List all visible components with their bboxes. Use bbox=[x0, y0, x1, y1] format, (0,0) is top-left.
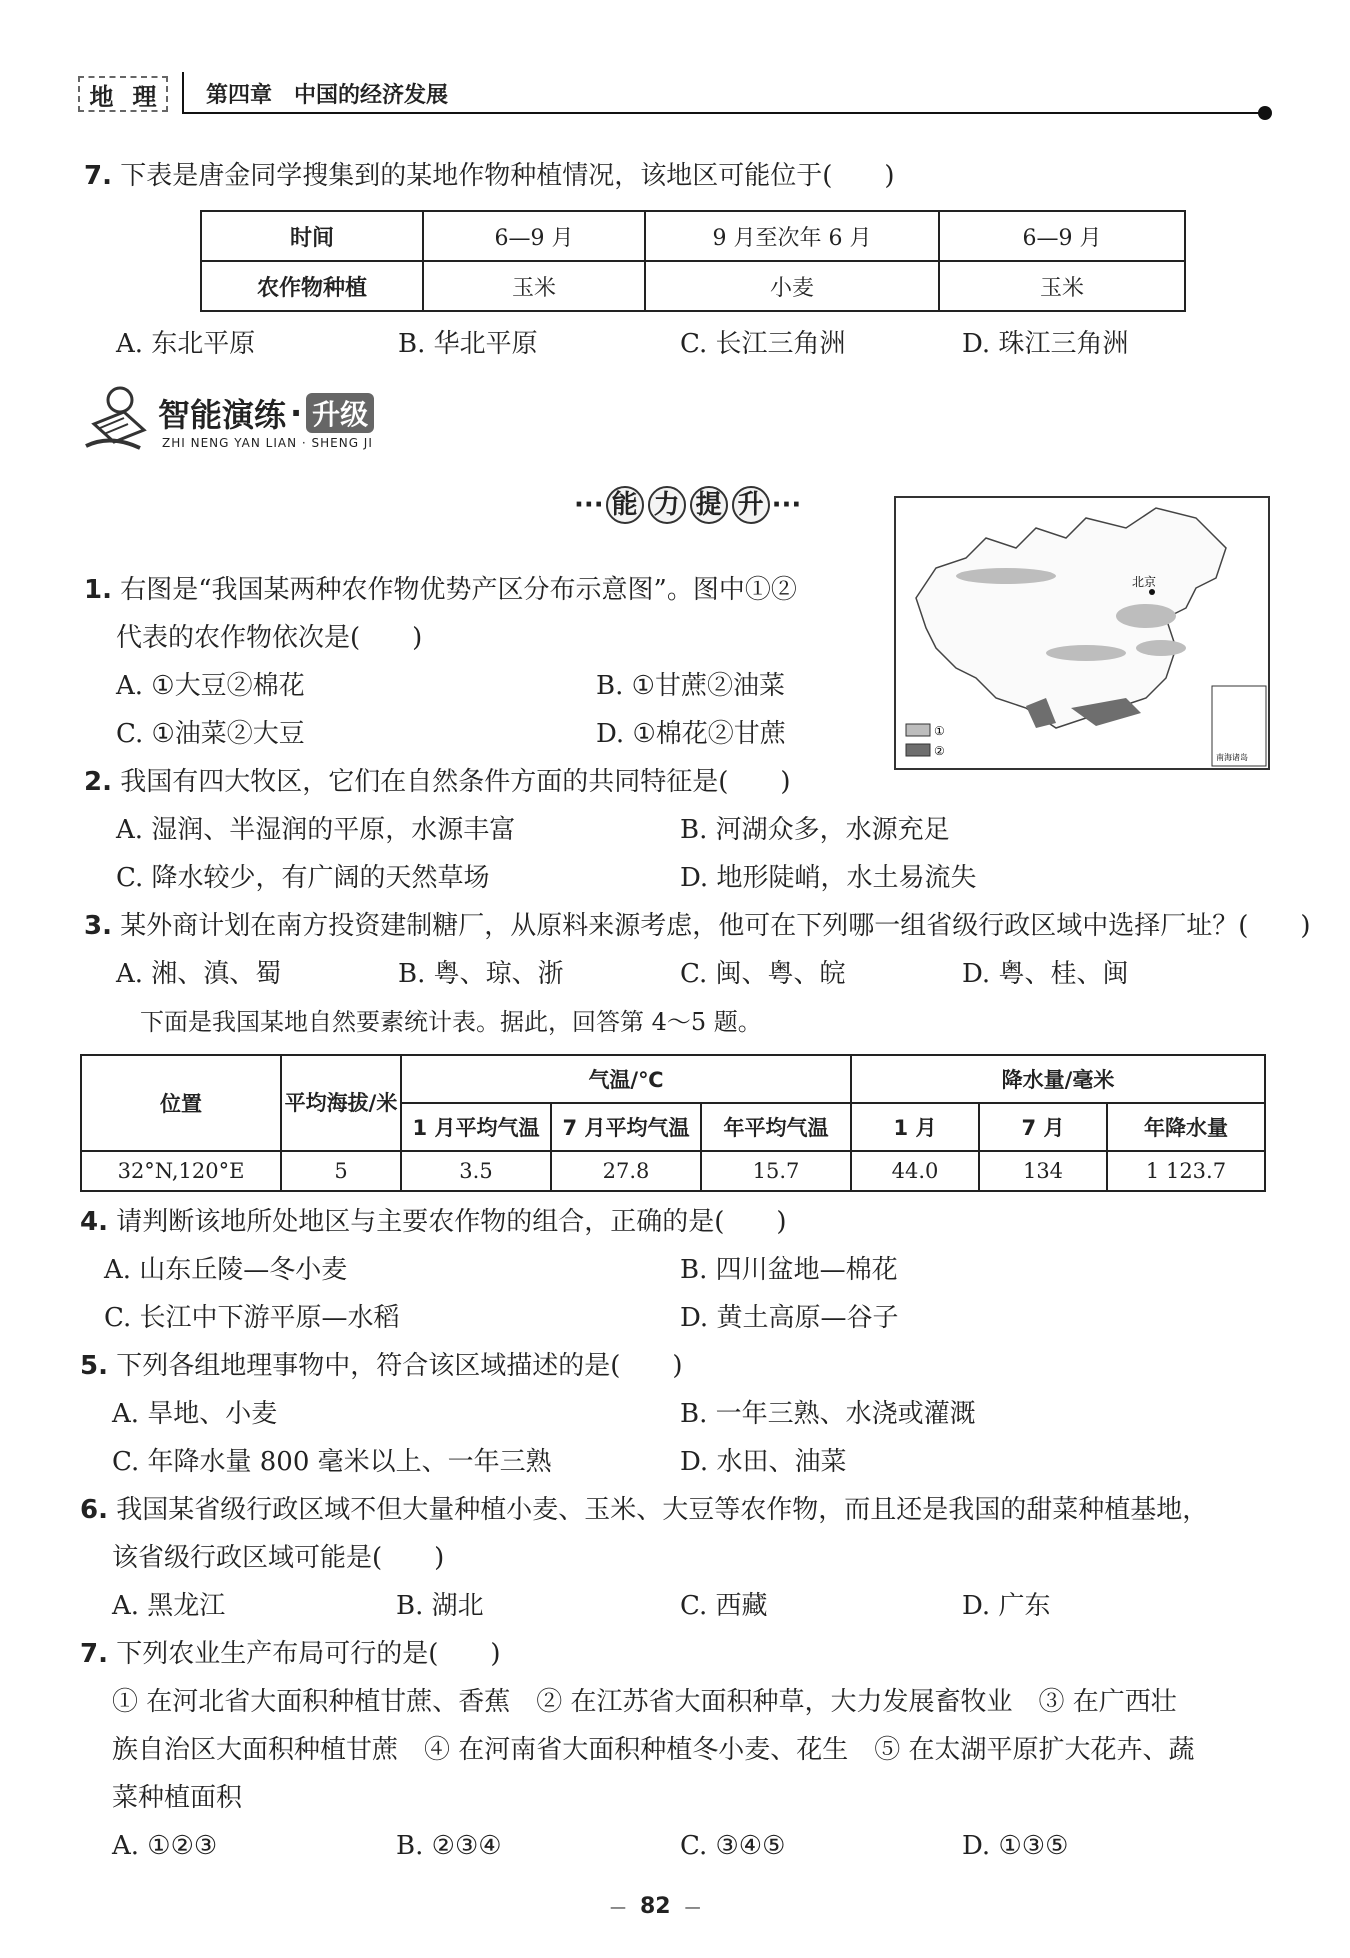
ability-char: 升 bbox=[732, 486, 770, 524]
option-b: B. 河湖众多，水源充足 bbox=[680, 815, 950, 845]
question-2 bbox=[84, 764, 791, 800]
section-badge: 升级 bbox=[306, 393, 374, 433]
table-cell: 时间 bbox=[201, 211, 423, 261]
question-text: 请判断该地所处地区与主要农作物的组合，正确的是( ) bbox=[116, 1207, 787, 1237]
region-1 bbox=[1046, 645, 1126, 661]
section-banner bbox=[158, 390, 374, 436]
table-header: 位置 bbox=[81, 1055, 281, 1151]
question-text: 下表是唐金同学搜集到的某地作物种植情况，该地区可能位于( ) bbox=[120, 161, 895, 191]
beijing-marker bbox=[1149, 589, 1155, 595]
option-b: B. 四川盆地—棉花 bbox=[680, 1255, 898, 1285]
ability-dots-right: ··· bbox=[771, 490, 802, 520]
option-a: A. 黑龙江 bbox=[112, 1591, 226, 1621]
option-d: D. 珠江三角洲 bbox=[962, 329, 1129, 359]
intro-4-5: 下面是我国某地自然要素统计表。据此，回答第 4～5 题。 bbox=[140, 1008, 762, 1036]
option-b: B. 一年三熟、水浇或灌溉 bbox=[680, 1399, 976, 1429]
option-b: B. 湖北 bbox=[396, 1591, 484, 1621]
question-text: 我国某省级行政区域不但大量种植小麦、玉米、大豆等农作物，而且还是我国的甜菜种植基地， bbox=[116, 1495, 1209, 1525]
question-4 bbox=[80, 1204, 787, 1240]
chapter-title: 第四章 中国的经济发展 bbox=[206, 82, 449, 108]
page-dash-left: — bbox=[610, 1897, 626, 1916]
table-cell: 15.7 bbox=[701, 1151, 851, 1191]
option-d: D. 粤、桂、闽 bbox=[962, 959, 1129, 989]
beijing-label: 北京 bbox=[1132, 575, 1157, 589]
question-number: 7. bbox=[80, 1639, 108, 1669]
question-text: 某外商计划在南方投资建制糖厂，从原料来源考虑，他可在下列哪一组省级行政区域中选择厂址？( ) bbox=[120, 911, 1311, 941]
subject-label bbox=[78, 76, 168, 112]
legend-label-1: ① bbox=[934, 724, 945, 738]
question-number: 6. bbox=[80, 1495, 108, 1525]
table-row bbox=[81, 1151, 1265, 1191]
table-cell: 玉米 bbox=[939, 261, 1185, 311]
page-footer bbox=[610, 1894, 701, 1919]
option-c: C. 西藏 bbox=[680, 1591, 768, 1621]
option-a: A. ①大豆②棉花 bbox=[116, 671, 305, 701]
question-1-line2: 代表的农作物依次是( ) bbox=[116, 623, 423, 653]
table-header: 年降水量 bbox=[1107, 1103, 1265, 1151]
table-header: 1 月 bbox=[851, 1103, 979, 1151]
question-6-line2: 该省级行政区域可能是( ) bbox=[112, 1543, 445, 1573]
question-number: 4. bbox=[80, 1207, 108, 1237]
table-cell: 农作物种植 bbox=[201, 261, 423, 311]
table-header: 1 月平均气温 bbox=[401, 1103, 551, 1151]
question-7-top bbox=[84, 158, 895, 194]
table-row bbox=[81, 1055, 1265, 1103]
question-text: 下列各组地理事物中，符合该区域描述的是( ) bbox=[116, 1351, 683, 1381]
table-cell: 27.8 bbox=[551, 1151, 701, 1191]
question-number: 7. bbox=[84, 161, 112, 191]
region-1 bbox=[956, 568, 1056, 584]
table-header: 平均海拔/米 bbox=[281, 1055, 401, 1151]
table-cell: 32°N,120°E bbox=[81, 1151, 281, 1191]
option-b: B. ①甘蔗②油菜 bbox=[596, 671, 785, 701]
climate-table bbox=[80, 1054, 1266, 1192]
table-header: 年平均气温 bbox=[701, 1103, 851, 1151]
section-dot: · bbox=[290, 394, 303, 432]
table-cell: 6—9 月 bbox=[423, 211, 645, 261]
question-text: 右图是“我国某两种农作物优势产区分布示意图”。图中①② bbox=[120, 575, 797, 605]
question-7-line1: ① 在河北省大面积种植甘蔗、香蕉 ② 在江苏省大面积种草，大力发展畜牧业 ③ 在广西壮 bbox=[112, 1687, 1177, 1717]
question-1 bbox=[84, 572, 797, 608]
question-7-line3: 菜种植面积 bbox=[112, 1783, 243, 1813]
header-rule bbox=[184, 112, 1266, 114]
option-c: C. 闽、粤、皖 bbox=[680, 959, 846, 989]
section-subtitle: ZHI NENG YAN LIAN · SHENG JI bbox=[162, 436, 373, 450]
table-cell: 玉米 bbox=[423, 261, 645, 311]
option-c: C. 年降水量 800 毫米以上、一年三熟 bbox=[112, 1447, 552, 1477]
option-a: A. 旱地、小麦 bbox=[112, 1399, 278, 1429]
ability-heading bbox=[574, 486, 801, 524]
region-1 bbox=[1136, 640, 1186, 656]
option-d: D. 黄土高原—谷子 bbox=[680, 1303, 899, 1333]
table-row bbox=[201, 211, 1185, 261]
subject-char-1: 地 bbox=[89, 81, 114, 111]
option-d: D. ①棉花②甘蔗 bbox=[596, 719, 786, 749]
ability-char: 能 bbox=[606, 486, 644, 524]
table-cell: 3.5 bbox=[401, 1151, 551, 1191]
ability-dots-left: ··· bbox=[574, 490, 604, 520]
option-c: C. ③④⑤ bbox=[680, 1831, 786, 1861]
option-b: B. ②③④ bbox=[396, 1831, 502, 1861]
crop-table bbox=[200, 210, 1186, 312]
ability-char: 力 bbox=[648, 486, 686, 524]
option-d: D. 广东 bbox=[962, 1591, 1051, 1621]
table-cell: 9 月至次年 6 月 bbox=[645, 211, 939, 261]
table-row bbox=[201, 261, 1185, 311]
question-number: 1. bbox=[84, 575, 112, 605]
table-header: 7 月平均气温 bbox=[551, 1103, 701, 1151]
question-text: 下列农业生产布局可行的是( ) bbox=[116, 1639, 501, 1669]
option-c: C. ①油菜②大豆 bbox=[116, 719, 305, 749]
question-7 bbox=[80, 1636, 501, 1672]
option-a: A. 湿润、半湿润的平原，水源丰富 bbox=[116, 815, 516, 845]
china-map bbox=[896, 498, 1268, 768]
ability-char: 提 bbox=[690, 486, 728, 524]
region-1 bbox=[1116, 604, 1176, 628]
question-6 bbox=[80, 1492, 1208, 1528]
question-text: 我国有四大牧区，它们在自然条件方面的共同特征是( ) bbox=[120, 767, 791, 797]
table-cell: 134 bbox=[979, 1151, 1107, 1191]
table-cell: 44.0 bbox=[851, 1151, 979, 1191]
table-header: 气温/℃ bbox=[401, 1055, 851, 1103]
question-number: 3. bbox=[84, 911, 112, 941]
table-cell: 6—9 月 bbox=[939, 211, 1185, 261]
inset-label: 南海诸岛 bbox=[1216, 753, 1248, 762]
option-c: C. 长江三角洲 bbox=[680, 329, 846, 359]
table-cell: 小麦 bbox=[645, 261, 939, 311]
question-number: 5. bbox=[80, 1351, 108, 1381]
option-b: B. 华北平原 bbox=[398, 329, 538, 359]
option-a: A. 东北平原 bbox=[116, 329, 256, 359]
table-cell: 5 bbox=[281, 1151, 401, 1191]
option-a: A. 湘、滇、蜀 bbox=[116, 959, 282, 989]
page-number: 82 bbox=[640, 1894, 671, 1919]
page-dash-right: — bbox=[684, 1897, 701, 1916]
option-a: A. ①②③ bbox=[112, 1831, 218, 1861]
option-d: D. 水田、油菜 bbox=[680, 1447, 847, 1477]
header-divider bbox=[182, 72, 184, 114]
option-d: D. 地形陡峭，水土易流失 bbox=[680, 863, 977, 893]
legend-swatch-2 bbox=[906, 744, 930, 756]
header-rule-dot bbox=[1258, 106, 1272, 120]
question-3 bbox=[84, 908, 1311, 944]
option-b: B. 粤、琼、浙 bbox=[398, 959, 564, 989]
question-number: 2. bbox=[84, 767, 112, 797]
section-title: 智能演练 bbox=[158, 396, 287, 434]
subject-char-2: 理 bbox=[132, 81, 157, 111]
table-header: 降水量/毫米 bbox=[851, 1055, 1265, 1103]
legend-swatch-1 bbox=[906, 724, 930, 736]
crop-distribution-map bbox=[894, 496, 1270, 770]
option-a: A. 山东丘陵—冬小麦 bbox=[104, 1255, 348, 1285]
reading-student-icon bbox=[80, 384, 158, 454]
table-header: 7 月 bbox=[979, 1103, 1107, 1151]
legend-label-2: ② bbox=[934, 744, 945, 758]
table-cell: 1 123.7 bbox=[1107, 1151, 1265, 1191]
question-7-line2: 族自治区大面积种植甘蔗 ④ 在河南省大面积种植冬小麦、花生 ⑤ 在太湖平原扩大花卉、蔬 bbox=[112, 1735, 1195, 1765]
question-5 bbox=[80, 1348, 683, 1384]
option-d: D. ①③⑤ bbox=[962, 1831, 1069, 1861]
option-c: C. 长江中下游平原—水稻 bbox=[104, 1303, 400, 1333]
option-c: C. 降水较少，有广阔的天然草场 bbox=[116, 863, 490, 893]
